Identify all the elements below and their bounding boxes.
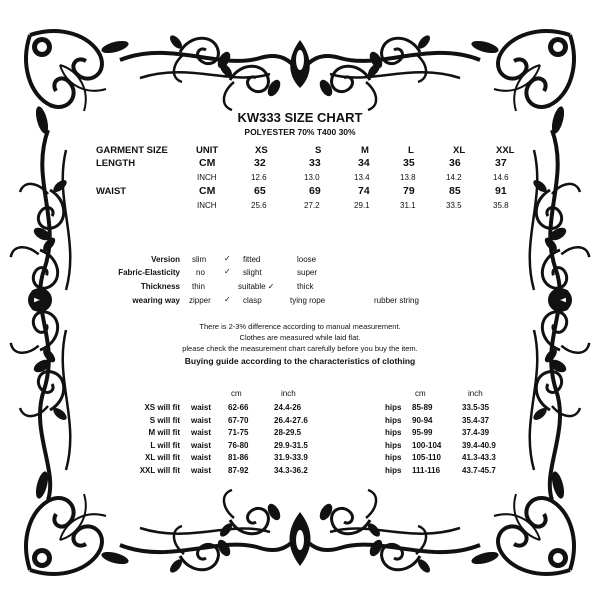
feature-option: tying rope [290,296,326,305]
waist-label: waist [191,403,212,412]
value-cell: 69 [309,185,321,197]
feature-option: clasp [243,296,262,305]
feature-label-thickness: Thickness [140,282,180,291]
value-cell: 29.1 [354,201,370,210]
row-label-waist: WAIST [96,186,127,197]
value-cell: 85 [449,185,461,197]
header-s: S [315,145,322,156]
hips-label: hips [385,403,402,412]
header-garment-size: GARMENT SIZE [96,145,168,156]
feature-option: suitable ✓ [238,282,275,291]
feature-option: loose [297,255,317,264]
col-header-cm: cm [231,389,242,398]
waist-inch: 31.9-33.9 [274,453,308,463]
value-cell: 14.6 [493,173,509,182]
value-cell: 33.5 [446,201,462,210]
feature-option: slim [192,255,207,264]
unit-cell: INCH [197,173,217,182]
waist-cm: 62-66 [228,403,249,412]
value-cell: 14.2 [446,173,462,182]
value-cell: 31.1 [400,201,416,210]
hips-inch: 39.4-40.9 [462,440,496,450]
hips-cm: 90-94 [412,415,433,425]
hips-inch: 35.4-37 [462,415,490,425]
waist-inch: 34.3-36.2 [274,466,308,475]
hips-inch: 43.7-45.7 [462,466,496,475]
feature-option: thick [297,282,314,291]
value-cell: 25.6 [251,201,267,210]
header-m: M [361,145,369,156]
feature-option: no [196,268,205,277]
size-label: XS will fit [144,403,180,412]
value-cell: 65 [254,185,266,197]
material-line: POLYESTER 70% T400 30% [244,127,356,137]
value-cell: 12.6 [251,173,267,182]
note-line: Clothes are measured while laid flat. [239,333,361,342]
value-cell: 13.8 [400,173,416,182]
col-header-cm: cm [415,389,426,398]
note-line: please check the measurement chart carefully before you buy the item. [182,344,418,353]
value-cell: 74 [358,185,370,197]
value-cell: 37 [495,157,507,169]
value-cell: 33 [309,157,321,169]
hips-label: hips [385,415,402,425]
feature-option: thin [192,282,205,291]
value-cell: 34 [358,157,370,169]
hips-cm: 111-116 [412,466,441,475]
hips-label: hips [385,428,402,438]
hips-inch: 33.5-35 [462,403,490,412]
value-cell: 35 [403,157,415,169]
feature-option: zipper [189,296,211,305]
feature-option: slight [243,268,262,277]
note-line: There is 2-3% difference according to manual measurement. [199,322,401,331]
value-cell: 36 [449,157,461,169]
col-header-inch: inch [281,389,296,398]
hips-inch: 37.4-39 [462,428,490,438]
value-cell: 27.2 [304,201,320,210]
size-label: M will fit [148,428,180,438]
chart-title: KW333 SIZE CHART [237,110,363,125]
unit-cell: INCH [197,201,217,210]
check-mark-icon: ✓ [224,254,231,263]
size-label: L will fit [150,440,180,450]
feature-label-wearing-way: wearing way [132,296,180,305]
header-xl: XL [453,145,466,156]
unit-cell: CM [199,185,216,197]
hips-cm: 95-99 [412,428,433,438]
value-cell: 13.0 [304,173,320,182]
header-unit: UNIT [196,145,219,156]
hips-inch: 41.3-43.3 [462,453,496,463]
feature-option: super [297,268,318,277]
hips-cm: 100-104 [412,440,442,450]
unit-cell: CM [199,157,216,169]
hips-cm: 105-110 [412,453,441,463]
header-l: L [408,145,414,156]
feature-label-version: Version [151,255,180,264]
waist-inch: 28-29.5 [274,428,302,438]
value-cell: 32 [254,157,266,169]
hips-label: hips [385,453,402,463]
value-cell: 79 [403,185,415,197]
buying-guide-title: Buying guide according to the characteristics of clothing [184,356,416,366]
col-header-inch: inch [468,389,483,398]
hips-label: hips [385,466,402,475]
feature-option: rubber string [374,296,419,305]
waist-label: waist [191,440,212,450]
value-cell: 13.4 [354,173,370,182]
waist-label: waist [191,466,212,475]
waist-cm: 76-80 [228,440,249,450]
feature-label-fabric-elasticity: Fabric-Elasticity [118,268,180,277]
waist-inch: 26.4-27.6 [274,415,308,425]
waist-label: waist [191,415,212,425]
size-label: S will fit [149,415,180,425]
header-xs: XS [255,145,268,156]
waist-label: waist [191,428,212,438]
check-mark-icon: ✓ [224,295,231,304]
waist-cm: 67-70 [228,415,249,425]
waist-inch: 24.4-26 [274,403,302,412]
waist-label: waist [191,453,212,463]
waist-cm: 81-86 [228,453,249,463]
waist-inch: 29.9-31.5 [274,440,308,450]
waist-cm: 87-92 [228,466,249,475]
hips-label: hips [385,440,402,450]
value-cell: 35.8 [493,201,509,210]
row-label-length: LENGTH [96,158,136,169]
hips-cm: 85-89 [412,403,433,412]
size-label: XXL will fit [139,466,180,475]
value-cell: 91 [495,185,507,197]
size-label: XL will fit [145,453,180,463]
header-xxl: XXL [496,145,515,156]
feature-option: fitted [243,255,261,264]
check-mark-icon: ✓ [224,267,231,276]
waist-cm: 71-75 [228,428,249,438]
